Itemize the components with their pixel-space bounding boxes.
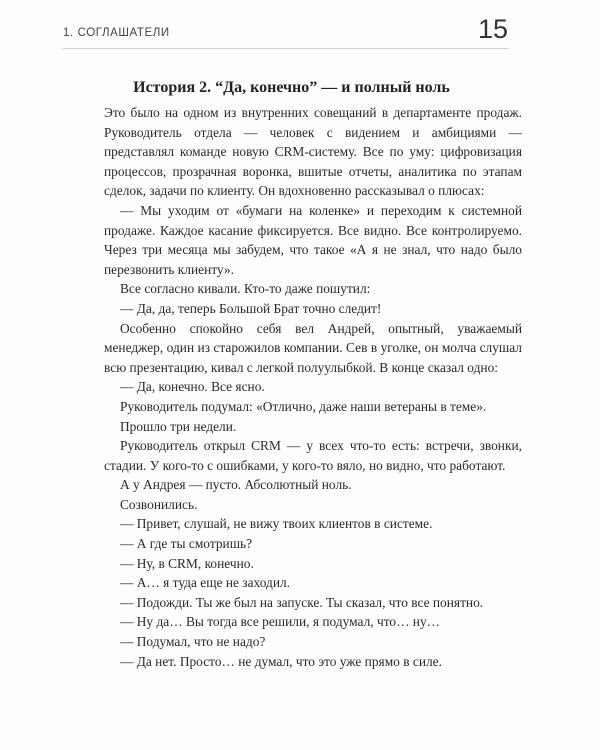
paragraph: — Да нет. Просто… не думал, что это уже прямо в силе. xyxy=(120,653,442,669)
paragraph: А у Андрея — пусто. Абсолютный ноль. xyxy=(120,477,352,493)
section-title: История 2. “Да, конечно” — и полный ноль xyxy=(133,79,450,97)
paragraph: Особенно спокойно себя вел Андрей, опытный, уважаемый менеджер, один из старожилов компании. Сев в уголке, он молча слушал всю презентацию, кивал с легкой полуулыбкой. В конце сказал одно: xyxy=(104,320,522,375)
paragraph: — Подумал, что не надо? xyxy=(120,634,266,650)
paragraph: Руководитель подумал: «Отлично, даже наши ветераны в теме». xyxy=(120,398,487,414)
paragraph: Прошло три недели. xyxy=(120,418,237,434)
running-head: 1. СОГЛАШАТЕЛИ xyxy=(63,27,170,39)
paragraph: — Да, конечно. Все ясно. xyxy=(120,379,265,395)
paragraph: Руководитель открыл CRM — у всех что-то есть: встречи, звонки, стадии. У кого-то с ошибками, у кого-то вяло, но видно, что работают. xyxy=(104,438,522,473)
paragraph: — Мы уходим от «бумаги на коленке» и переходим к системной продаже. Каждое касание фиксируется. Все видно. Все контролируемо. Через три месяца мы забудем, что такое «А я не знал, что надо было перезвонить клиенту». xyxy=(104,202,522,277)
paragraph: — Привет, слушай, не вижу твоих клиентов в системе. xyxy=(120,516,433,532)
paragraph: Это было на одном из внутренних совещаний в департаменте продаж. Руководитель отдела — человек с видением и амбициями — представлял команде новую CRM-систему. Все по уму: цифровизация процессов, прозрачная воронка, вшитые отчеты, аналитика по этапам сделок, задачи по клиенту. Он вдохновенно рассказывал о плюсах: xyxy=(104,105,522,199)
page-number: 15 xyxy=(477,14,508,44)
paragraph: Все согласно кивали. Кто-то даже пошутил: xyxy=(120,281,371,297)
header-divider xyxy=(63,48,508,49)
paragraph: — А где ты смотришь? xyxy=(120,536,253,552)
paragraph: — Ну, в CRM, конечно. xyxy=(120,555,254,571)
paragraph: Созвонились. xyxy=(120,496,198,512)
paragraph: — А… я туда еще не заходил. xyxy=(120,575,291,591)
paragraph: — Подожди. Ты же был на запуске. Ты сказал, что все понятно. xyxy=(120,594,484,610)
paragraph: — Ну да… Вы тогда все решили, я подумал, что… ну… xyxy=(120,614,441,630)
body-text xyxy=(104,103,522,671)
paragraph: — Да, да, теперь Большой Брат точно следит! xyxy=(120,300,382,316)
